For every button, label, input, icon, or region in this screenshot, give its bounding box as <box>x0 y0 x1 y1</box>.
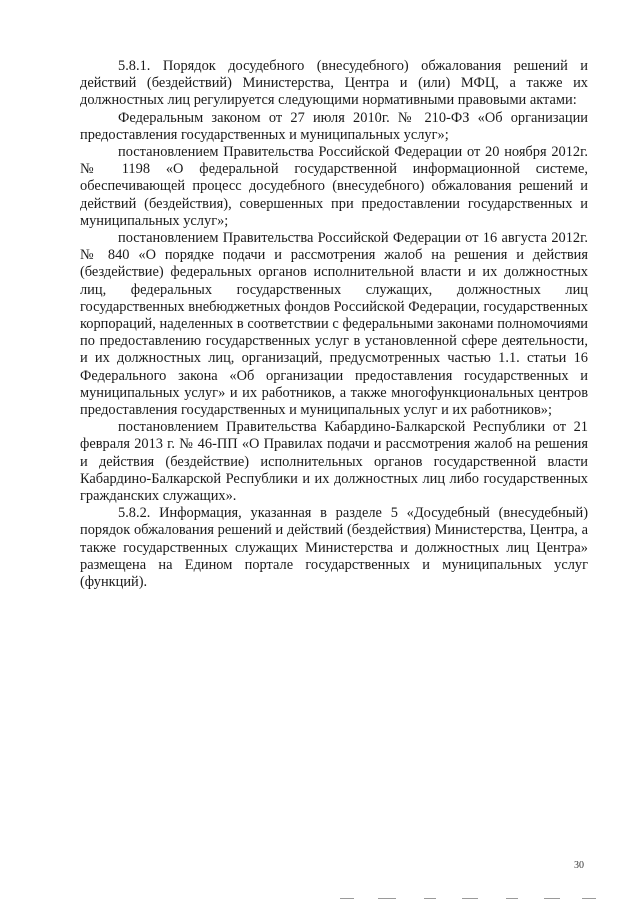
paragraph-federal-law-210: Федеральным законом от 27 июля 2010г. № 210-ФЗ «Об организации предоставления государственных и муниципальных услуг»; <box>80 109 588 143</box>
paragraph-decree-840: постановлением Правительства Российской Федерации от 16 августа 2012г. № 840 «О порядке подачи и рассмотрения жалоб на решения и действия (бездействие) федеральных органов исполнительной власти и их должностных лиц, федеральных государственных служащих, должностных лиц государственных внебюджетных фондов Российской Федерации, государственных корпораций, наделенных в соответствии с федеральными законами полномочиями по предоставлению государственных услуг в установленной сфере деятельности, и их должностных лиц, организаций, предусмотренных частью 1.1. статьи 16 Федерального закона «Об организации предоставления государственных и муниципальных услуг» и их работников, а также многофункциональных центров предоставления государственных и муниципальных услуг и их работников»; <box>80 230 588 419</box>
page-number: 30 <box>574 860 584 871</box>
paragraph-decree-46-pp: постановлением Правительства Кабардино-Балкарской Республики от 21 февраля 2013 г. № 46-ПП «О Правилах подачи и рассмотрения жалоб на решения и действия (бездействие) исполнительных органов государственной власти Кабардино-Балкарской Республики и их должностных лиц либо государственных гражданских служащих». <box>80 419 588 505</box>
paragraph-decree-1198: постановлением Правительства Российской Федерации от 20 ноября 2012г. № 1198 «О федеральной государственной информационной системе, обеспечивающей процесс досудебного (внесудебного) обжалования решений и действий (бездействия), совершенных при предоставлении государственных и муниципальных услуг»; <box>80 144 588 229</box>
paragraph-5-8-1: 5.8.1. Порядок досудебного (внесудебного) обжалования решений и действий (бездействий) Министерства, Центра и (или) МФЦ, а также их должностных лиц регулируется следующими нормативными правовыми актами: <box>80 58 588 109</box>
scan-edge-marks <box>340 896 600 902</box>
document-body <box>80 58 588 591</box>
paragraph-5-8-2: 5.8.2. Информация, указанная в разделе 5 «Досудебный (внесудебный) порядок обжалования решений и действий (бездействия) Министерства, Центра, а также государственных служащих Министерства и должностных лиц Центра» размещена на Едином портале государственных и муниципальных услуг (функций). <box>80 505 588 591</box>
